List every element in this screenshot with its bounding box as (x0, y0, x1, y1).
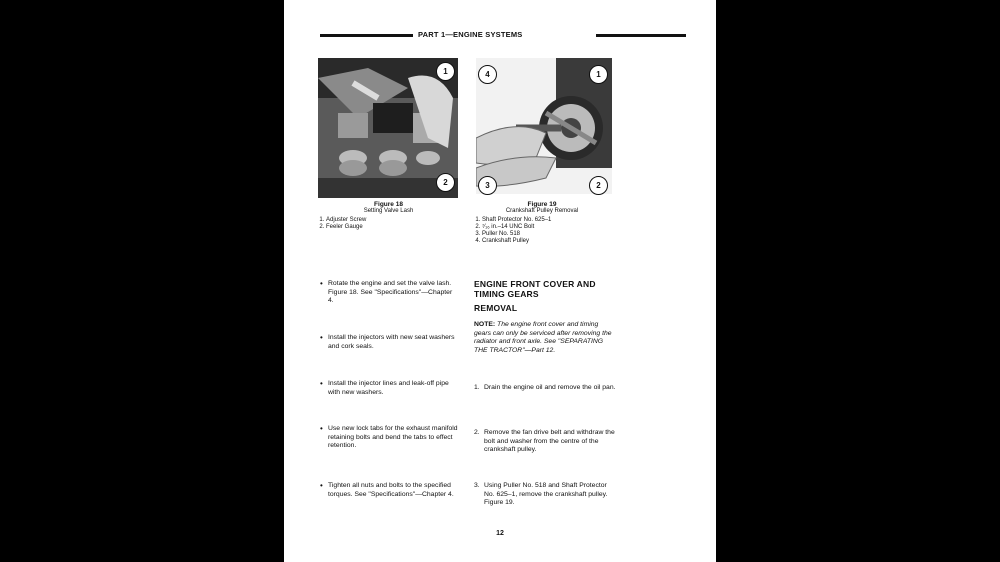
figure-18-legend-item: 1. Adjuster Screw (326, 217, 461, 224)
figure-19-caption (472, 201, 612, 245)
step-item (474, 482, 616, 508)
figure-18-legend-item: 2. Feeler Gauge (326, 224, 461, 231)
bullet-text: Install the injector lines and leak-off pipe with new washers. (328, 380, 449, 396)
bullet-item (320, 379, 459, 397)
bullet-marker: • (320, 424, 323, 433)
section-heading: ENGINE FRONT COVER AND TIMING GEARS (474, 279, 596, 299)
figure-18-legend (316, 217, 461, 231)
figure-19-legend-item: 4. Crankshaft Pulley (482, 238, 612, 245)
note-text: The engine front cover and timing gears can only be serviced after removing the radiator and front axle. See "SEPARATING THE TRACTOR"—Part 12. (474, 321, 612, 354)
figure-19-legend-item: 3. Puller No. 518 (482, 231, 612, 238)
bullet-item (320, 333, 459, 351)
page-number: 12 (496, 530, 504, 537)
step-number: 3. (474, 482, 480, 489)
bullet-marker: • (320, 333, 323, 342)
step-text: Using Puller No. 518 and Shaft Protector No. 625–1, remove the crankshaft pulley. Figure 19. (484, 482, 608, 506)
note-label: NOTE: (474, 321, 496, 328)
section-subheading: REMOVAL (474, 303, 518, 313)
figure-18-title: Setting Valve Lash (363, 208, 414, 214)
figure-19-callout-4: 4 (478, 65, 497, 84)
bullet-item (320, 424, 459, 451)
bullet-marker: • (320, 379, 323, 388)
bullet-text: Use new lock tabs for the exhaust manifold retaining bolts and bend the tabs to effect retention. (328, 425, 458, 449)
bullet-item (320, 481, 459, 499)
header-rule-right (596, 34, 686, 37)
figure-19-legend-item: 2. ⁷⁄₁₆ in.–14 UNC Bolt (482, 224, 612, 231)
figure-19-number: Figure 19 (527, 201, 557, 208)
figure-19-title: Crankshaft Pulley Removal (505, 208, 579, 214)
header-title: PART 1—ENGINE SYSTEMS (418, 30, 523, 39)
figure-19-callout-2: 2 (589, 176, 608, 195)
bullet-item (320, 279, 459, 306)
page-header (320, 30, 686, 42)
note-block (474, 321, 616, 355)
header-rule-left (320, 34, 413, 37)
bullet-text: Install the injectors with new seat washers and cork seals. (328, 334, 455, 350)
figure-19-legend-item: 1. Shaft Protector No. 625–1 (482, 217, 612, 224)
figure-18-callout-2: 2 (436, 173, 455, 192)
figure-18-callout-1: 1 (436, 62, 455, 81)
step-number: 2. (474, 429, 480, 436)
figure-19-callout-3: 3 (478, 176, 497, 195)
bullet-marker: • (320, 481, 323, 490)
bullet-text: Tighten all nuts and bolts to the specified torques. See "Specifications"—Chapter 4. (328, 482, 454, 498)
step-number: 1. (474, 384, 480, 391)
figure-19-legend (472, 217, 612, 245)
figure-18-caption (316, 201, 461, 231)
bullet-text: Rotate the engine and set the valve lash. Figure 18. See "Specifications"—Chapter 4. (328, 280, 453, 304)
step-text: Drain the engine oil and remove the oil pan. (484, 384, 616, 391)
bullet-marker: • (320, 279, 323, 288)
step-text: Remove the fan drive belt and withdraw the bolt and washer from the centre of the crankshaft pulley. (484, 429, 615, 453)
figure-18-number: Figure 18 (374, 201, 403, 208)
figure-19-callout-1: 1 (589, 65, 608, 84)
step-item (474, 384, 616, 393)
step-item (474, 429, 616, 455)
document-page (284, 0, 716, 562)
